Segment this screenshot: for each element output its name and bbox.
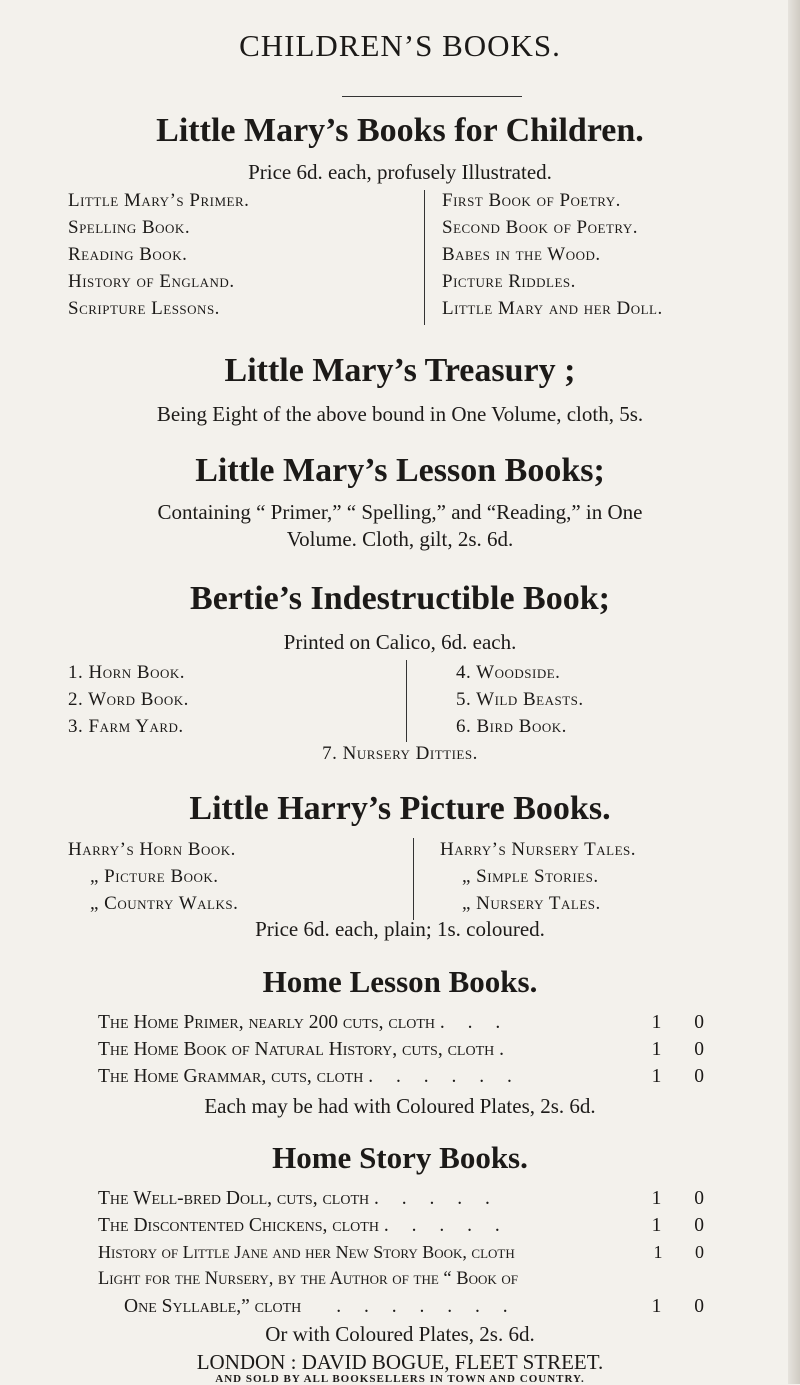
list-item: „ Nursery Tales. [462,893,601,914]
left-book-list [68,187,249,322]
list-item: Spelling Book. [68,217,191,238]
table-row: The Home Book of Natural History, cuts, cloth . 1 0 [98,1039,718,1060]
list-item: „ Simple Stories. [462,866,599,887]
list-item: Reading Book. [68,244,188,265]
list-item: 2. Word Book. [68,689,189,710]
list-item: Harry’s Nursery Tales. [440,839,636,860]
publisher-line: LONDON : DAVID BOGUE, FLEET STREET. [196,1350,604,1374]
bertie-subtitle: Printed on Calico, 6d. each. [283,630,517,654]
home-story-note: Or with Coloured Plates, 2s. 6d. [265,1322,535,1346]
table-row: The Home Grammar, cuts, cloth . . . . . . 1 0 [98,1066,718,1087]
column-divider [424,190,425,325]
list-item: First Book of Poetry. [442,190,621,211]
list-item: Little Mary and her Doll. [442,298,663,319]
column-divider [406,660,407,742]
right-book-list [442,187,663,322]
column-divider [413,838,414,920]
harry-right-list [440,836,636,917]
list-item: 1. Horn Book. [68,662,186,683]
bertie-left-list [68,659,189,740]
section-title-treasury: Little Mary’s Treasury ; [224,352,576,389]
list-item: 3. Farm Yard. [68,716,184,737]
table-row: Light for the Nursery, by the Author of the “ Book of [98,1269,519,1289]
price-line: Price 6d. each, profusely Illustrated. [248,160,552,184]
page-edge [788,0,800,1384]
section-title-harry: Little Harry’s Picture Books. [189,790,611,827]
bertie-last-item: 7. Nursery Ditties. [322,743,478,764]
table-row: History of Little Jane and her New Story Book, cloth 1 0 [98,1242,718,1262]
section-title-little-marys-books: Little Mary’s Books for Children. [156,112,644,149]
list-item: 5. Wild Beasts. [456,689,584,710]
list-item: „ Country Walks. [90,893,239,914]
table-row: The Home Primer, nearly 200 cuts, cloth . . . 1 0 [98,1012,718,1033]
lesson-books-description-2: Volume. Cloth, gilt, 2s. 6d. [286,527,514,551]
table-row: The Well-bred Doll, cuts, cloth . . . . . 1 0 [98,1188,718,1209]
section-title-lesson-books: Little Mary’s Lesson Books; [195,452,605,489]
lesson-books-description-1: Containing “ Primer,” “ Spelling,” and “Reading,” in One [157,500,643,524]
list-item: Picture Riddles. [442,271,576,292]
list-item: Babes in the Wood. [442,244,601,265]
list-item: 6. Bird Book. [456,716,567,737]
list-item: Little Mary’s Primer. [68,190,250,211]
harry-price-line: Price 6d. each, plain; 1s. coloured. [255,917,545,941]
list-item: History of England. [68,271,235,292]
table-row: The Discontented Chickens, cloth . . . . . 1 0 [98,1215,718,1236]
home-lesson-note: Each may be had with Coloured Plates, 2s. 6d. [204,1094,596,1118]
bertie-right-list [456,659,584,740]
sold-by-line: AND SOLD BY ALL BOOKSELLERS IN TOWN AND COUNTRY. [215,1373,585,1385]
list-item: Scripture Lessons. [68,298,220,319]
running-head: CHILDREN’S BOOKS. [239,28,561,63]
header-rule [342,96,522,97]
harry-left-list [68,836,238,917]
table-row: One Syllable,” cloth . . . . . . . 1 0 [124,1296,718,1317]
treasury-description: Being Eight of the above bound in One Volume, cloth, 5s. [156,402,644,426]
list-item: „ Picture Book. [90,866,219,887]
list-item: Harry’s Horn Book. [68,839,236,860]
section-title-home-lesson: Home Lesson Books. [262,964,538,999]
section-title-bertie: Bertie’s Indestructible Book; [190,580,610,617]
list-item: Second Book of Poetry. [442,217,638,238]
list-item: 4. Woodside. [456,662,561,683]
section-title-home-story: Home Story Books. [272,1140,528,1175]
